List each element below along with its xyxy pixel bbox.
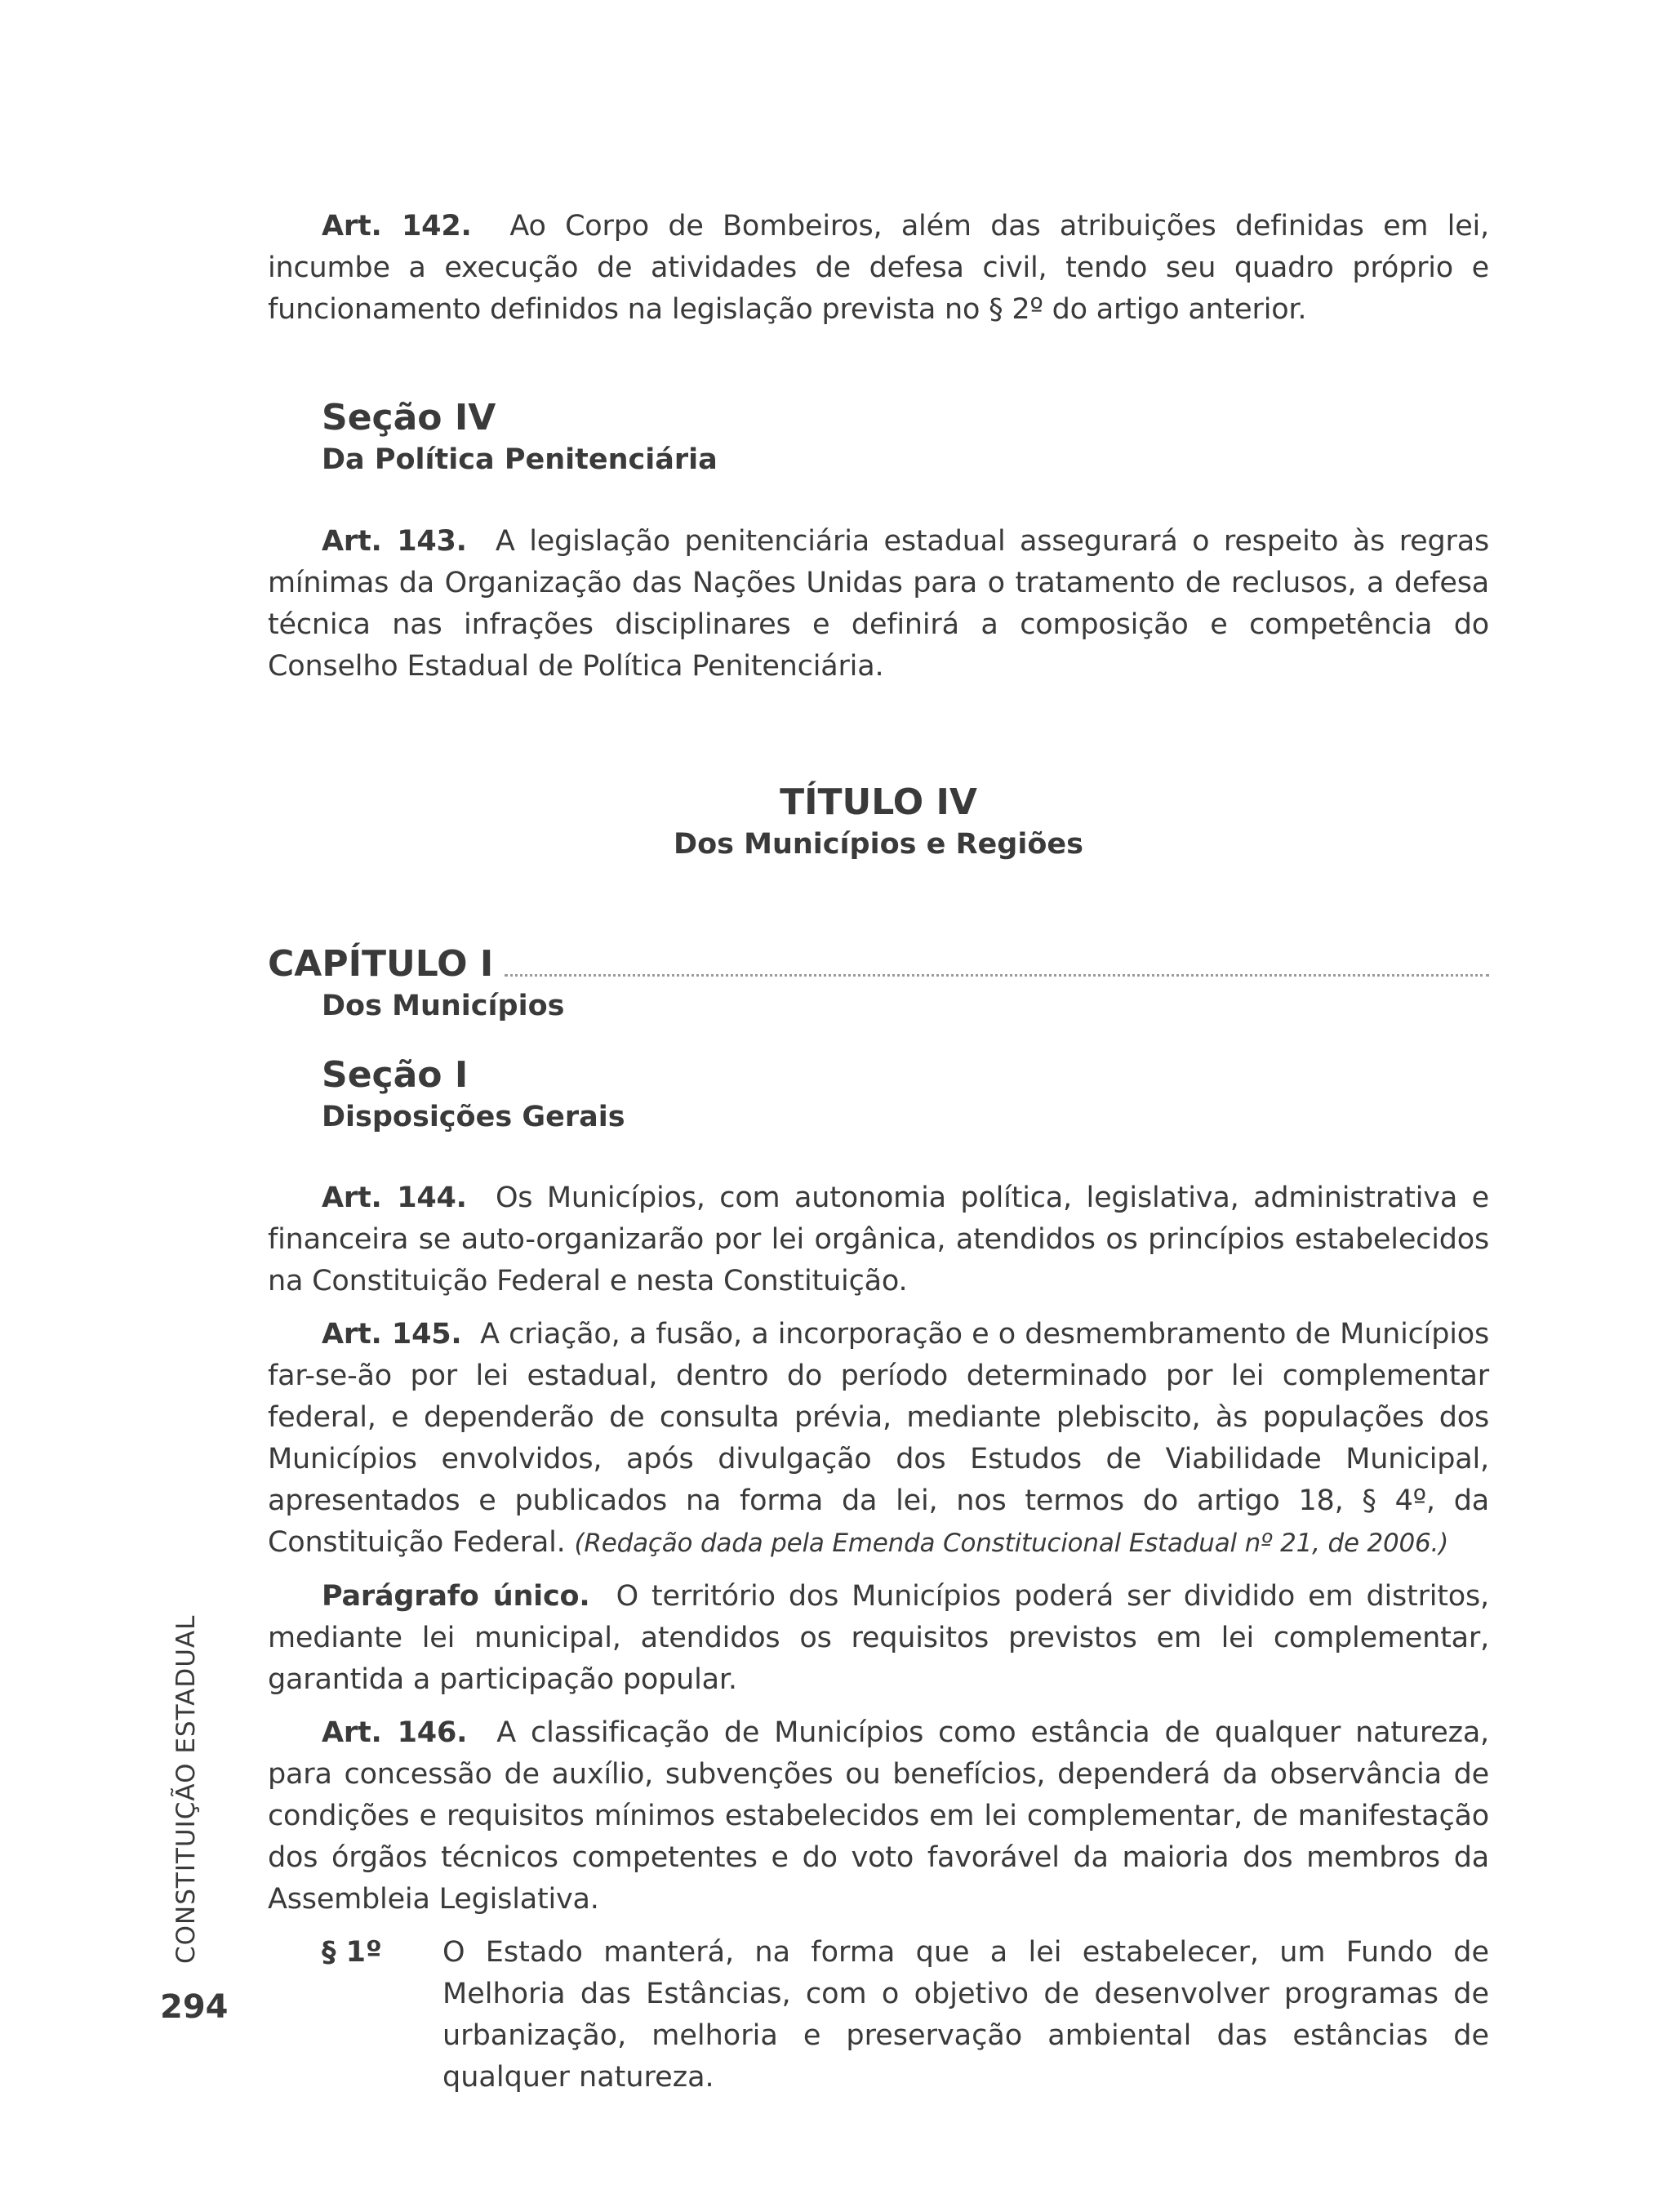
side-running-label: CONSTITUIÇÃO ESTADUAL: [171, 1614, 201, 1964]
capitulo-i-heading: [268, 942, 1489, 986]
article-143-text: A legislação penitenciária estadual assegurará o respeito às regras mínimas da Organização das Nações Unidas para o tratamento de reclusos, a defesa técnica nas infrações disciplinares e definirá a composição e competência do Conselho Estadual de Política Penitenciária.: [268, 525, 1489, 683]
article-142-label: Art. 142.: [322, 210, 472, 243]
article-142: [268, 206, 1489, 331]
article-145: [268, 1314, 1489, 1564]
section-iv-subtitle: Da Política Penitenciária: [322, 443, 718, 476]
article-146: [268, 1712, 1489, 1920]
article-142-text: Ao Corpo de Bombeiros, além das atribuições definidas em lei, incumbe a execução de atividades de defesa civil, tendo seu quadro próprio e funcionamento definidos na legislação prevista no § 2º do artigo anterior.: [268, 210, 1489, 326]
article-145-text: A criação, a fusão, a incorporação e o desmembramento de Municípios far-se-ão por lei estadual, dentro do período determinado por lei complementar federal, e dependerão de consulta prévia, mediante plebiscito, às populações dos Municípios envolvidos, após divulgação dos Estudos de Viabilidade Municipal, apresentados e publicados na forma da lei, nos termos do artigo 18, § 4º, da Constituição Federal.: [268, 1318, 1489, 1559]
page-number: 294: [160, 1988, 229, 2026]
article-144-text: Os Municípios, com autonomia política, legislativa, administrativa e financeira se auto-organizarão por lei orgânica, atendidos os princípios estabelecidos na Constituição Federal e nesta Constituição.: [268, 1182, 1489, 1297]
article-145-note: (Redação dada pela Emenda Constitucional Estadual nº 21, de 2006.): [574, 1529, 1449, 1558]
article-144: [268, 1177, 1489, 1302]
section-iv-title: Seção IV: [322, 397, 496, 438]
titulo-iv-subtitle: Dos Municípios e Regiões: [674, 828, 1083, 861]
titulo-iv-title: TÍTULO IV: [780, 781, 977, 823]
article-144-label: Art. 144.: [322, 1182, 467, 1214]
article-146-text: A classificação de Municípios como estância de qualquer natureza, para concessão de auxílio, subvenções ou benefícios, dependerá da observância de condições e requisitos mínimos estabelecidos em lei complementar, de manifestação dos órgãos técnicos competentes e do voto favorável da maioria dos membros da Assembleia Legislativa.: [268, 1716, 1489, 1916]
article-145-label: Art. 145.: [322, 1318, 462, 1351]
article-143-label: Art. 143.: [322, 525, 467, 558]
paragrafo-unico: [268, 1576, 1489, 1701]
dotted-rule: [505, 973, 1489, 977]
paragrafo-unico-text: O território dos Municípios poderá ser dividido em distritos, mediante lei municipal, atendidos os requisitos previstos em lei complementar, garantida a participação popular.: [268, 1580, 1489, 1696]
section-i-title: Seção I: [322, 1054, 469, 1096]
capitulo-i-title: CAPÍTULO I: [268, 943, 494, 985]
article-143: [268, 521, 1489, 688]
page-content: [268, 206, 1489, 2099]
paragrafo-unico-label: Parágrafo único.: [322, 1580, 590, 1613]
article-146-paragraph-1-label: § 1º: [322, 1936, 382, 1969]
capitulo-i-subtitle: Dos Municípios: [322, 990, 565, 1022]
article-146-paragraph-1: [268, 1932, 1489, 2099]
article-146-label: Art. 146.: [322, 1716, 468, 1749]
article-146-paragraph-1-text: O Estado manterá, na forma que a lei estabelecer, um Fundo de Melhoria das Estâncias, com o objetivo de desenvolver programas de urbanização, melhoria e preservação ambiental das estâncias de qualquer natureza.: [442, 1936, 1489, 2094]
section-i-subtitle: Disposições Gerais: [322, 1101, 625, 1133]
